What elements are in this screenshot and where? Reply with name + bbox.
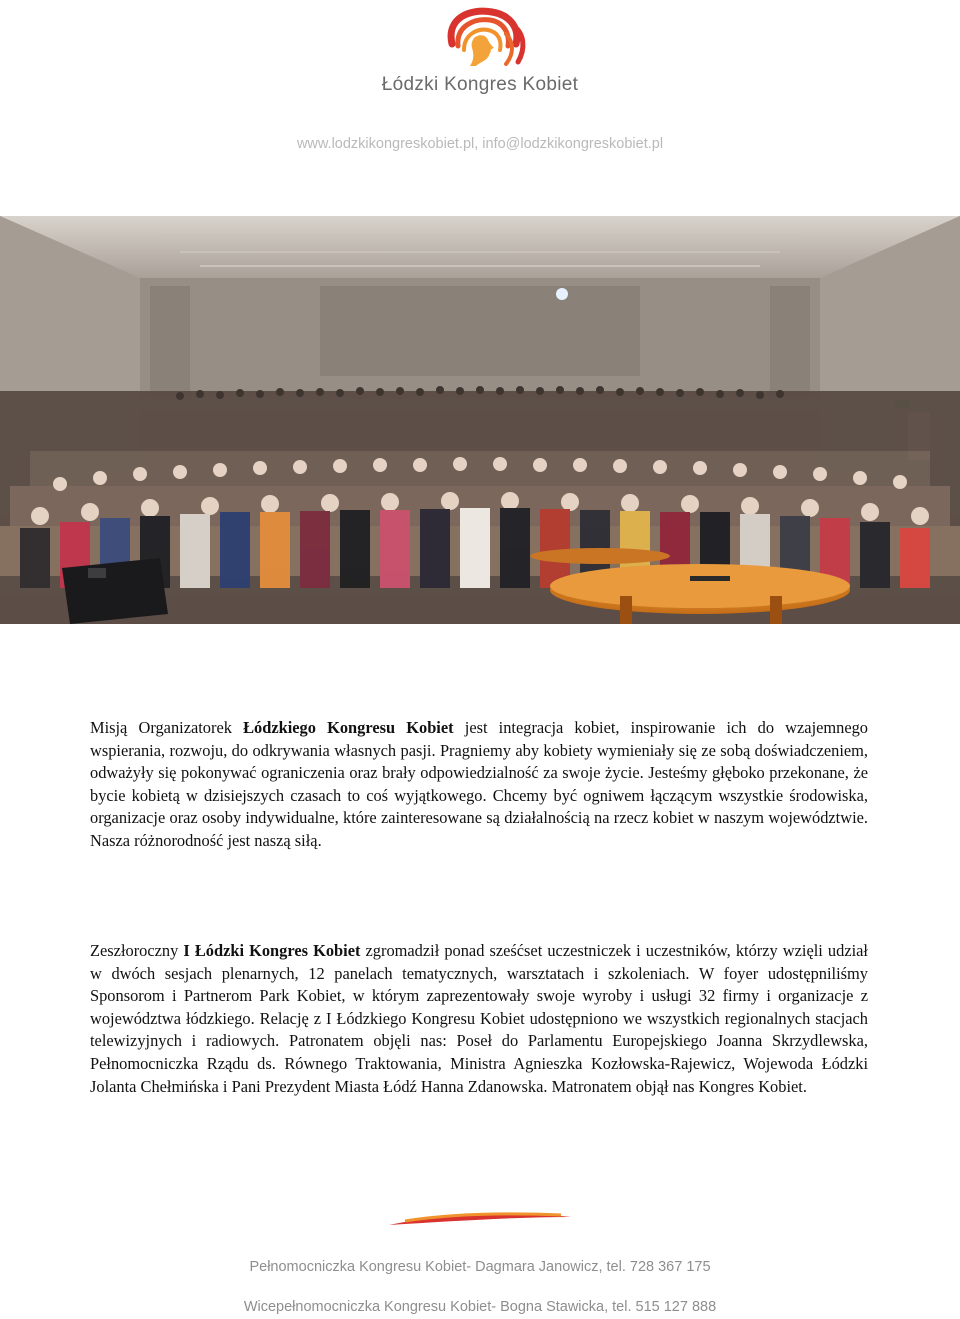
logo-text: Łódzki Kongres Kobiet: [381, 74, 579, 95]
footer-contact-line-2: Wicepełnomocniczka Kongresu Kobiet- Bogna Stawicka, tel. 515 127 888: [243, 1299, 717, 1315]
contact-info[interactable]: www.lodzkikongreskobiet.pl, info@lodzkikongreskobiet.pl: [296, 136, 664, 152]
first-congress-bold: I Łódzki Kongres Kobiet: [183, 941, 361, 960]
mission-paragraph: [90, 717, 868, 853]
congress-name-bold: Łódzkiego Kongresu Kobiet: [243, 718, 454, 737]
congress-audience-photo: [0, 216, 960, 624]
history-text-2: zgromadził ponad sześćset uczestniczek i uczestników, którzy wzięli udział w dwóch sesjach plenarnych, 12 panelach tematycznych, warsztatach i szkoleniach. W foyer udostępniliśmy Sponsorom i Partnerom Park Kobiet, w którym zaprezentowały swoje wyroby i usługi 32 firmy i organizacje z województwa łódzkiego. Relację z I Łódzkiego Kongresu Kobiet udostępniono we wszystkich regionalnych stacjach telewizyjnych i radiowych. Patronatem objęli nas: Poseł do Parlamentu Europejskiego Joanna Skrzydlewska, Pełnomocniczka Rządu ds. Równego Traktowania, Ministra Agnieszka Kozłowska-Rajewicz, Wojewoda Łódzki Jolanta Chełmińska i Pani Prezydent Miasta Łódź Hanna Zdanowska. Matronatem objął nas Kongres Kobiet.: [90, 941, 868, 1096]
woman-profile-logo-icon: [360, 4, 600, 76]
mission-text-2: jest integracja kobiet, inspirowanie ich do wzajemnego wspierania, rozwoju, do odkrywania własnych pasji. Pragniemy aby kobiety wymieniały się ze sobą doświadczeniem, odważyły się pokonywać ograniczenia oraz brały odpowiedzialność za swoje życie. Jesteśmy głęboko przekonane, że bycie kobietą w dzisiejszych czasach to coś wyjątkowego. Chcemy być ogniwem łączącym wszystkie środowiska, organizacje oraz osoby indywidualne, które zainteresowane są działalnością na rzecz kobiet w naszym województwie. Nasza różnorodność jest naszą siłą.: [90, 718, 869, 850]
history-paragraph: [90, 940, 868, 1098]
congress-logo: [360, 4, 600, 114]
footer-contact-line-1: Pełnomocniczka Kongresu Kobiet- Dagmara Janowicz, tel. 728 367 175: [249, 1259, 711, 1275]
history-text-1: Zeszłoroczny: [90, 941, 184, 960]
mission-text-1: Misją Organizatorek: [90, 718, 244, 737]
footer-swoosh-icon: [385, 1207, 575, 1231]
